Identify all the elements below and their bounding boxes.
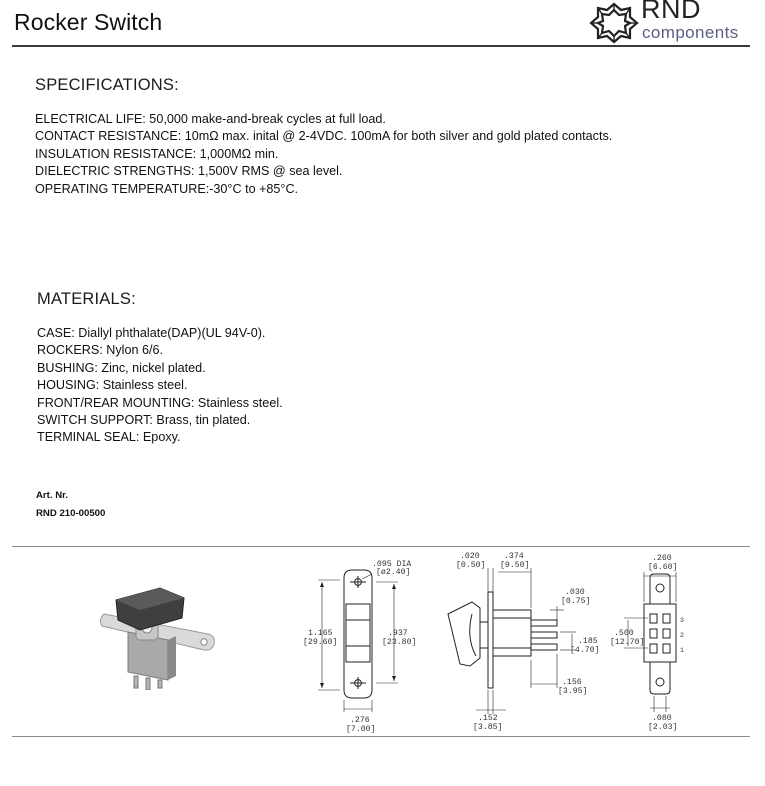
header-divider (12, 45, 750, 47)
materials-heading: MATERIALS: (37, 290, 136, 308)
article-label: Art. Nr. (36, 490, 68, 501)
logo-brand-text: RND (641, 0, 701, 24)
rear-pin-label-1: 1 (680, 647, 684, 654)
spec-item-insulation-resistance: INSULATION RESISTANCE: 1,000MΩ min. (35, 146, 279, 161)
rear-pin-label-2: 2 (680, 632, 684, 639)
specifications-list (35, 111, 612, 198)
spec-item-contact-resistance: CONTACT RESISTANCE: 10mΩ max. inital @ 2-4VDC. 100mA for both silver and gold plated contacts. (35, 129, 613, 144)
logo-mark-icon (588, 0, 640, 46)
front-hole-dia-mm-label: [ø2.40] (376, 568, 411, 577)
specifications-heading: SPECIFICATIONS: (35, 76, 179, 94)
front-pitch-label: .937 (388, 629, 408, 638)
side-panel-mm-label: [0.50] (456, 561, 486, 570)
drawing-top-divider (12, 546, 750, 547)
side-depth-label: .374 (504, 552, 524, 561)
rear-pin-label-3: 3 (680, 617, 684, 624)
material-item-housing: HOUSING: Stainless steel. (37, 378, 188, 393)
front-width-mm-label: [7.00] (346, 725, 376, 734)
rear-width-mm-label: [6.60] (648, 563, 678, 572)
rear-view-drawing (610, 548, 710, 733)
page-title: Rocker Switch (14, 9, 163, 35)
material-item-mounting: FRONT/REAR MOUNTING: Stainless steel. (37, 395, 283, 410)
front-height-mm-label: [29.60] (303, 638, 338, 647)
material-item-bushing: BUSHING: Zinc, nickel plated. (37, 360, 206, 375)
side-terminal-width-label: .030 (565, 588, 585, 597)
spec-item-dielectric-strength: DIELECTRIC STRENGTHS: 1,500V RMS @ sea level. (35, 164, 343, 179)
article-number: RND 210-00500 (36, 508, 106, 519)
material-item-rockers: ROCKERS: Nylon 6/6. (37, 343, 163, 358)
rear-height-label: .500 (614, 629, 634, 638)
spec-item-operating-temperature: OPERATING TEMPERATURE:-30°C to +85°C. (35, 181, 299, 196)
side-terminal-length-mm-label: [3.95] (558, 687, 588, 696)
material-item-switch-support: SWITCH SUPPORT: Brass, tin plated. (37, 413, 251, 428)
side-view-drawing (440, 548, 610, 733)
rear-height-mm-label: [12.70] (610, 638, 645, 647)
brand-logo (586, 0, 758, 46)
side-terminal-pitch-label: .185 (578, 637, 598, 646)
front-view-drawing (300, 552, 440, 737)
side-terminal-width-mm-label: [0.75] (561, 597, 591, 606)
rear-width-label: .260 (652, 554, 672, 563)
front-height-label: 1.165 (308, 629, 333, 638)
material-item-terminal-seal: TERMINAL SEAL: Epoxy. (37, 430, 181, 445)
rear-pin-width-mm-label: [2.03] (648, 723, 678, 732)
logo-subtitle-text: components (642, 23, 739, 42)
side-panel-label: .020 (460, 552, 480, 561)
spec-item-electrical-life: ELECTRICAL LIFE: 50,000 make-and-break cycles at full load. (35, 112, 386, 126)
front-hole-dia-label: .095 DIA (372, 560, 412, 569)
side-bottom-mm-label: [3.85] (473, 723, 503, 732)
materials-list (37, 325, 283, 447)
side-depth-mm-label: [9.50] (500, 561, 530, 570)
side-terminal-pitch-mm-label: [4.70] (570, 646, 600, 655)
side-terminal-length-label: .156 (562, 678, 582, 687)
material-item-case: CASE: Diallyl phthalate(DAP)(UL 94V-0). (37, 326, 266, 340)
rear-pin-width-label: .080 (652, 714, 672, 723)
front-pitch-mm-label: [23.80] (382, 638, 417, 647)
side-bottom-label: .152 (478, 714, 498, 723)
front-width-label: .276 (350, 716, 370, 725)
product-photo (98, 580, 228, 690)
